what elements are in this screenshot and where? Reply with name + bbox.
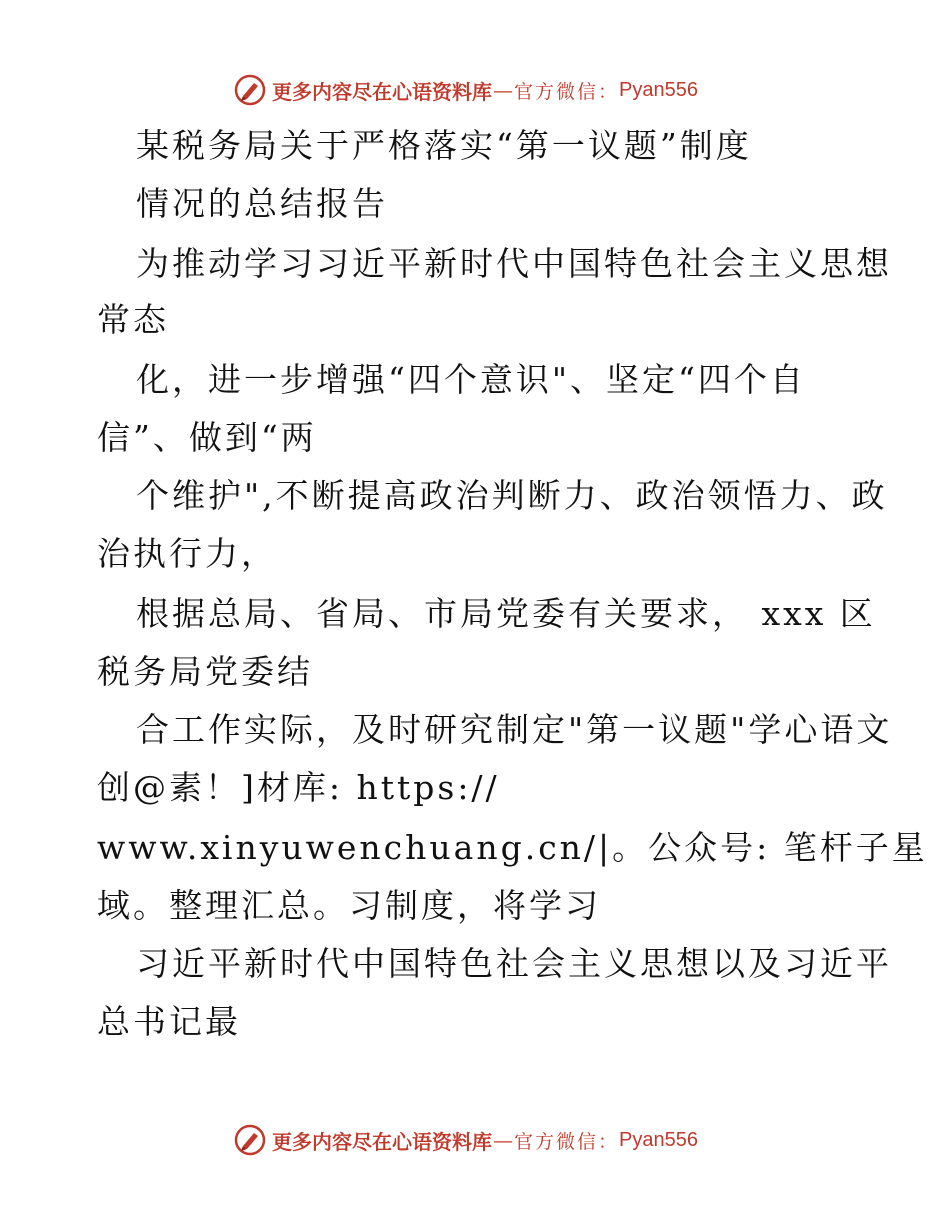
pen-logo-icon [234,74,266,106]
doc-line: www.xinyuwenchuang.cn/|。公众号: 笔杆子星 [97,828,928,867]
watermark-wechat-id: Pyan556 [619,78,698,101]
doc-line: 为推动学习习近平新时代中国特色社会主义思想 [136,244,892,283]
doc-line: 信”、做到“两 [97,418,317,457]
watermark-title: 更多内容尽在心语资料库 [272,79,492,104]
doc-line: 治执行力， [97,534,277,573]
doc-line: 创@素！]材库: https:// [97,768,500,807]
footer-watermark [234,1122,698,1158]
doc-title-line-2: 情况的总结报告 [136,184,388,223]
doc-line: 个维护",不断提高政治判断力、政治领悟力、政 [136,476,888,515]
watermark-wechat-id: Pyan556 [619,1128,698,1151]
doc-line: 税务局党委结 [97,652,313,691]
doc-line: 化，进一步增强“四个意识"、坚定“四个自 [136,360,806,399]
doc-line: 总书记最 [97,1002,241,1041]
watermark-dash: — [493,78,513,102]
watermark-dash: — [493,1128,513,1152]
watermark-title: 更多内容尽在心语资料库 [272,1129,492,1154]
doc-line: 习近平新时代中国特色社会主义思想以及习近平 [136,944,892,983]
doc-title-line-1: 某税务局关于严格落实“第一议题”制度 [136,126,752,165]
doc-line: 根据总局、省局、市局党委有关要求， xxx 区 [136,594,876,633]
doc-line: 域。整理汇总。习制度，将学习 [97,886,601,925]
watermark-label: 官方微信： [514,1130,620,1153]
doc-line: 合工作实际，及时研究制定"第一议题"学心语文 [136,710,893,749]
header-watermark [234,72,698,108]
doc-line: 常态 [97,300,169,339]
pen-logo-icon [234,1124,266,1156]
watermark-label: 官方微信： [514,80,620,103]
